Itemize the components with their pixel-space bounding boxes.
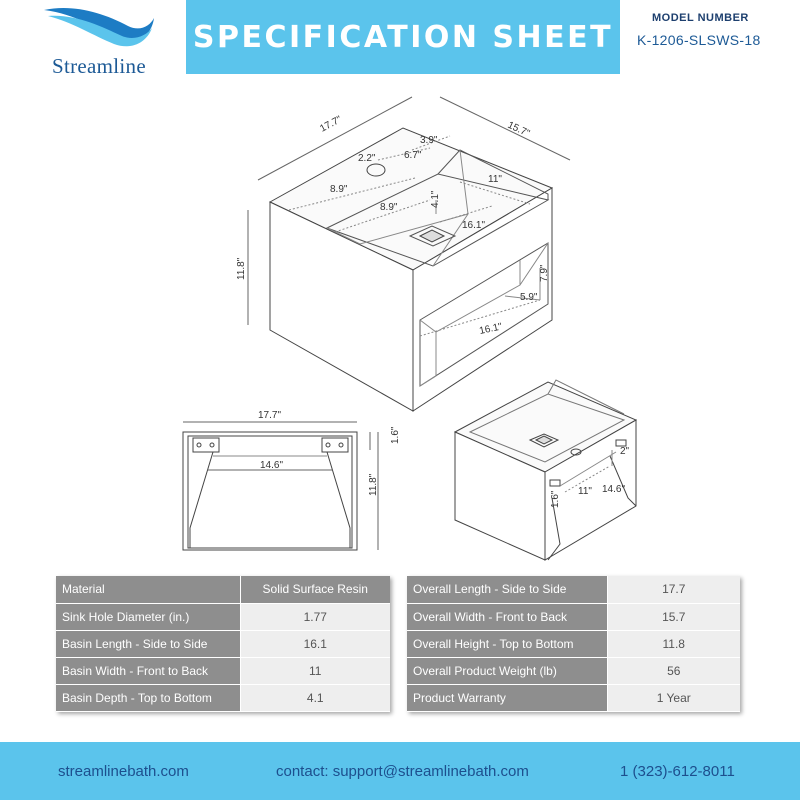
dim-overall-width: 15.7" <box>505 119 532 140</box>
spec-value: Solid Surface Resin <box>240 576 390 603</box>
table-row <box>407 576 740 603</box>
spec-value: 17.7 <box>607 576 740 603</box>
spec-label: Overall Product Weight (lb) <box>407 657 607 684</box>
dim-front-height: 11.8" <box>368 473 379 496</box>
spec-value: 11 <box>240 657 390 684</box>
spec-label: Basin Width - Front to Back <box>56 657 240 684</box>
spec-table-basin <box>56 576 390 712</box>
spec-label: Material <box>56 576 240 603</box>
dim-height: 11.8" <box>236 257 247 280</box>
dim-rear-bracket-height: 2" <box>620 446 630 457</box>
table-row <box>56 630 390 657</box>
dim-shelf-length: 16.1" <box>478 321 504 337</box>
phone-number[interactable]: 1 (323)-612-8011 <box>620 763 735 780</box>
table-row <box>56 684 390 711</box>
rear-isometric-view <box>455 380 636 560</box>
dim-basin-length: 16.1" <box>462 220 486 231</box>
spec-label: Sink Hole Diameter (in.) <box>56 603 240 630</box>
title-banner <box>186 0 620 74</box>
dim-rear-bracket-span: 14.6" <box>602 484 626 495</box>
spec-label: Overall Height - Top to Bottom <box>407 630 607 657</box>
brand-logo <box>38 4 162 76</box>
dim-shelf-height: 7.9" <box>539 264 550 282</box>
spec-label: Basin Length - Side to Side <box>56 630 240 657</box>
dim-shelf-depth: 5.9" <box>520 292 538 303</box>
dim-rear-thickness: 1.6" <box>550 490 561 508</box>
brand-name: Streamline <box>52 54 146 78</box>
spec-value: 1 Year <box>607 684 740 711</box>
spec-label: Overall Length - Side to Side <box>407 576 607 603</box>
table-row <box>407 657 740 684</box>
dim-front-length: 17.7" <box>258 410 282 421</box>
spec-label: Product Warranty <box>407 684 607 711</box>
spec-value: 4.1 <box>240 684 390 711</box>
front-elevation-view <box>183 422 378 550</box>
dim-basin-depth: 4.1" <box>430 190 441 208</box>
spec-value: 16.1 <box>240 630 390 657</box>
spec-value: 15.7 <box>607 603 740 630</box>
isometric-top-view <box>248 97 570 411</box>
website-link[interactable]: streamlinebath.com <box>58 763 189 780</box>
spec-label: Basin Depth - Top to Bottom <box>56 684 240 711</box>
spec-value: 11.8 <box>607 630 740 657</box>
spec-table-overall <box>407 576 740 712</box>
support-email-link[interactable]: contact: support@streamlinebath.com <box>276 763 529 780</box>
dim-rear-depth: 11" <box>578 486 592 497</box>
spec-value: 1.77 <box>240 603 390 630</box>
model-number-value: K-1206-SLSWS-18 <box>637 32 761 48</box>
dim-hole-offset-a: 3.9" <box>420 135 438 146</box>
table-row <box>407 630 740 657</box>
dim-basin-side: 11" <box>488 174 502 185</box>
dim-basin-width-b: 8.9" <box>380 202 398 213</box>
spec-label: Overall Width - Front to Back <box>407 603 607 630</box>
table-row <box>56 603 390 630</box>
technical-drawings <box>0 80 800 570</box>
page-title: SPECIFICATION SHEET <box>192 19 614 55</box>
dim-overall-length: 17.7" <box>318 114 344 135</box>
spec-value: 56 <box>607 657 740 684</box>
contact-footer <box>0 742 800 800</box>
table-row <box>56 576 390 603</box>
dim-basin-width-a: 8.9" <box>330 184 348 195</box>
dim-hole-diameter: 2.2" <box>358 153 376 164</box>
wave-logo-icon <box>42 4 162 52</box>
table-row <box>407 684 740 711</box>
dim-front-thickness: 1.6" <box>390 426 401 444</box>
model-number-label: MODEL NUMBER <box>652 12 749 24</box>
table-row <box>407 603 740 630</box>
dim-front-bracket-span: 14.6" <box>260 460 284 471</box>
table-row <box>56 657 390 684</box>
drawing-canvas <box>0 80 800 570</box>
dim-hole-offset-b: 6.7" <box>404 150 422 161</box>
